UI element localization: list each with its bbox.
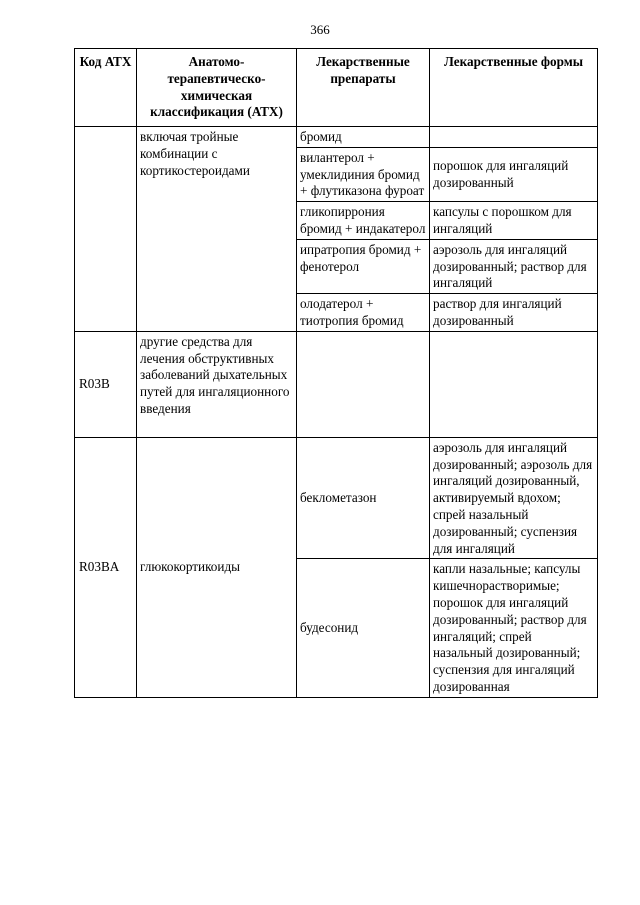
form-cell: [430, 331, 598, 437]
table-header-row: [75, 49, 598, 127]
atc-table: [74, 48, 598, 698]
code-cell: R03BA: [75, 437, 137, 697]
atc-cell: включая тройные комбинации с кортикостероидами: [137, 127, 297, 332]
form-cell: порошок для ингаляций дозированный: [430, 147, 598, 201]
code-cell: R03B: [75, 331, 137, 437]
drug-cell: беклометазон: [297, 437, 430, 559]
drug-cell: будесонид: [297, 559, 430, 697]
drug-cell: олодатерол + тиотропия бромид: [297, 294, 430, 332]
form-cell: капсулы с порошком для ингаляций: [430, 202, 598, 240]
table-row: [75, 437, 598, 559]
drug-cell: вилантерол + умеклидиния бромид + флутиказона фуроат: [297, 147, 430, 201]
form-cell: раствор для ингаляций дозированный: [430, 294, 598, 332]
atc-cell: глюкокортикоиды: [137, 437, 297, 697]
form-cell: аэрозоль для ингаляций дозированный; аэрозоль для ингаляций дозированный, активируемый вдохом; спрей назальный дозированный; суспензия для ингаляций: [430, 437, 598, 559]
form-cell: [430, 127, 598, 148]
header-atc: Анатомо-терапевтическо-химическая классификация (АТХ): [137, 49, 297, 127]
table-row: [75, 331, 598, 437]
header-forms: Лекарственные формы: [430, 49, 598, 127]
drug-cell: ипратропия бромид + фенотерол: [297, 239, 430, 293]
form-cell: капли назальные; капсулы кишечнорастворимые; порошок для ингаляций дозированный; раствор для ингаляций; спрей назальный дозированный; суспензия для ингаляций дозированная: [430, 559, 598, 697]
drug-cell: гликопиррония бромид + индакатерол: [297, 202, 430, 240]
drug-cell: бромид: [297, 127, 430, 148]
header-drugs: Лекарственные препараты: [297, 49, 430, 127]
code-cell-empty: [75, 127, 137, 332]
drug-cell: [297, 331, 430, 437]
page-number: 366: [310, 22, 330, 37]
header-code: Код АТХ: [75, 49, 137, 127]
form-cell: аэрозоль для ингаляций дозированный; раствор для ингаляций: [430, 239, 598, 293]
atc-cell: другие средства для лечения обструктивных заболеваний дыхательных путей для ингаляционного введения: [137, 331, 297, 437]
table-row: [75, 127, 598, 148]
